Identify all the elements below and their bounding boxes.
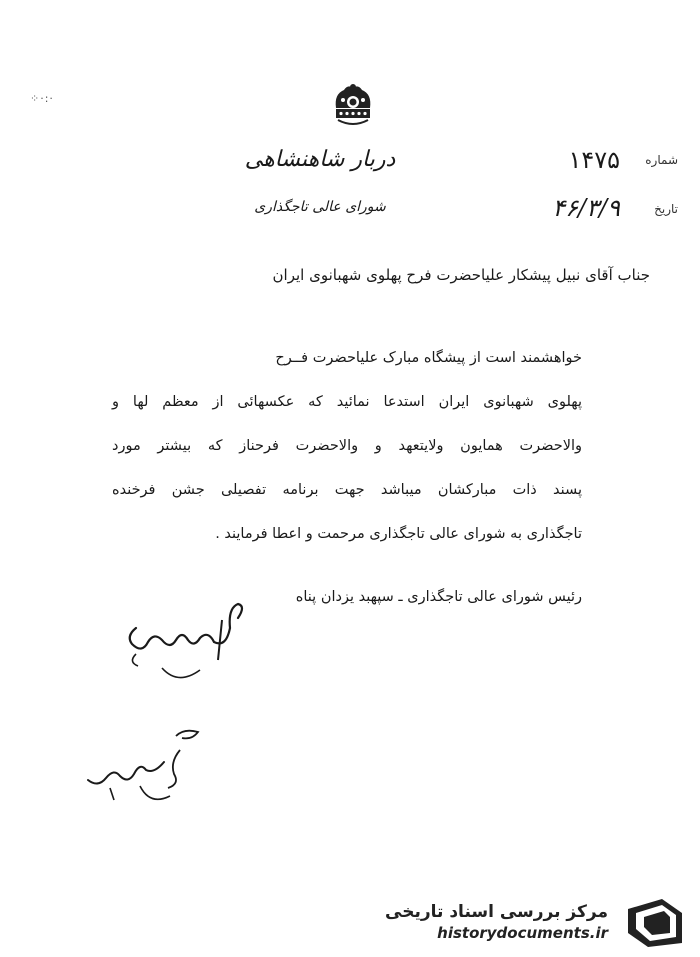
watermark-text xyxy=(385,902,608,942)
body-line: تاجگذاری به شورای عالی تاجگذاری مرحمت و اعطا فرمایند . xyxy=(215,526,582,542)
watermark-url: historydocuments.ir xyxy=(437,924,608,942)
body-line: والاحضرت همایون ولایتعهد و والاحضرت فرحناز که بیشتر مورد xyxy=(112,438,582,454)
archive-logo-icon xyxy=(622,895,688,950)
signature-secondary xyxy=(80,722,220,814)
council-title: شورای عالی تاجگذاری xyxy=(254,199,386,215)
letter-body xyxy=(112,342,582,562)
signature-primary xyxy=(118,598,268,690)
watermark-title: مرکز بررسی اسناد تاریخی xyxy=(385,902,608,922)
court-title: دربار شاهنشاهی xyxy=(244,147,396,172)
body-line: پهلوی شهبانوی ایران استدعا نمائید که عکسهائی از معظم لها و xyxy=(112,394,582,410)
scan-speck: ⁘·:· xyxy=(30,92,54,105)
date-value: ۴۶/۳/۹ xyxy=(552,194,620,222)
addressee-line: جناب آقای نبیل پیشکار علیاحضرت فرح پهلوی شهبانوی ایران xyxy=(272,266,650,284)
body-line: خواهشمند است از پیشگاه مبارک علیاحضرت فــرح xyxy=(275,350,582,366)
body-line: پسند ذات مبارکشان میباشد جهت برنامه تفصیلی جشن فرخنده xyxy=(112,482,582,498)
date-label: تاریخ xyxy=(654,202,678,216)
signatory-line: رئیس شورای عالی تاجگذاری ـ سپهبد یزدان پناه xyxy=(295,589,582,605)
number-label: شماره xyxy=(645,153,678,167)
number-value: ۱۴۷۵ xyxy=(568,146,620,174)
crown-emblem-icon xyxy=(330,82,376,132)
